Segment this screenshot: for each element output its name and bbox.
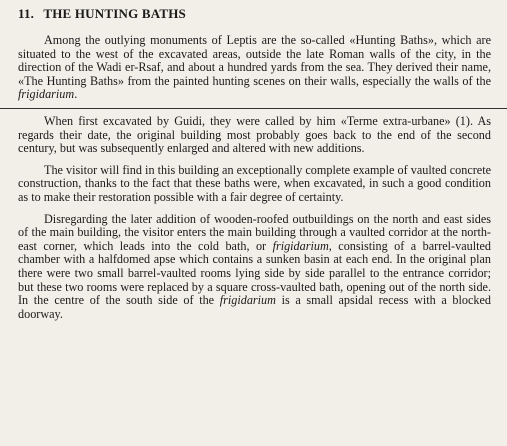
section-heading xyxy=(18,6,491,22)
paragraph-layout xyxy=(18,213,491,322)
intro-paragraph xyxy=(18,34,491,102)
layout-text-a: Disregarding the later addition of wooden-roofed outbuildings on the north and east sides of the main building, the visitor enters the main building through a vaulted corridor at the north-east corner, which leads into the cold bath, or xyxy=(18,211,491,253)
layout-emphasis-2: frigidarium xyxy=(219,293,276,308)
layout-text-c: is a small apsidal recess with a blocked doorway. xyxy=(18,293,491,321)
section-number: 11. xyxy=(18,6,35,21)
intro-end: . xyxy=(74,87,78,102)
intro-emphasis: frigidarium xyxy=(18,87,75,102)
paragraph-date: When first excavated by Guidi, they were called by him «Terme extra-urbane» (1). As regards their date, the original building most probably goes back to the end of the second century, but was subsequently enlarged and altered with new additions. xyxy=(18,113,491,156)
intro-text: Among the outlying monuments of Leptis are the so-called «Hunting Baths», which are situated to the west of the excavated areas, outside the late Roman walls of the city, in the direction of the Wadi er-Rsaf, and about a hundred yards from the sea. They derived their name, «The Hunting Baths» from the painted hunting scenes on their walls, especially the walls of the xyxy=(18,33,491,88)
section-title: THE HUNTING BATHS xyxy=(43,6,186,21)
paragraph-construction: The visitor will find in this building an exceptionally complete example of vaulted concrete construction, thanks to the fact that these baths were, when excavated, in such a good condition as to make their restoration possible with a fair degree of certainty. xyxy=(18,162,491,204)
layout-emphasis-1: frigidarium xyxy=(272,238,329,253)
layout-text-b: , consisting of a barrel-vaulted chamber with a halfdomed apse which contains a sunken basin at each end. In the original plan there were two small barrel-vaulted rooms lying side by side parallel to the entrance corridor; but these two rooms were replaced by a square cross-vaulted bath, opening out of the north side. In the centre of the south side of the xyxy=(18,238,491,308)
divider-rule xyxy=(0,108,507,109)
